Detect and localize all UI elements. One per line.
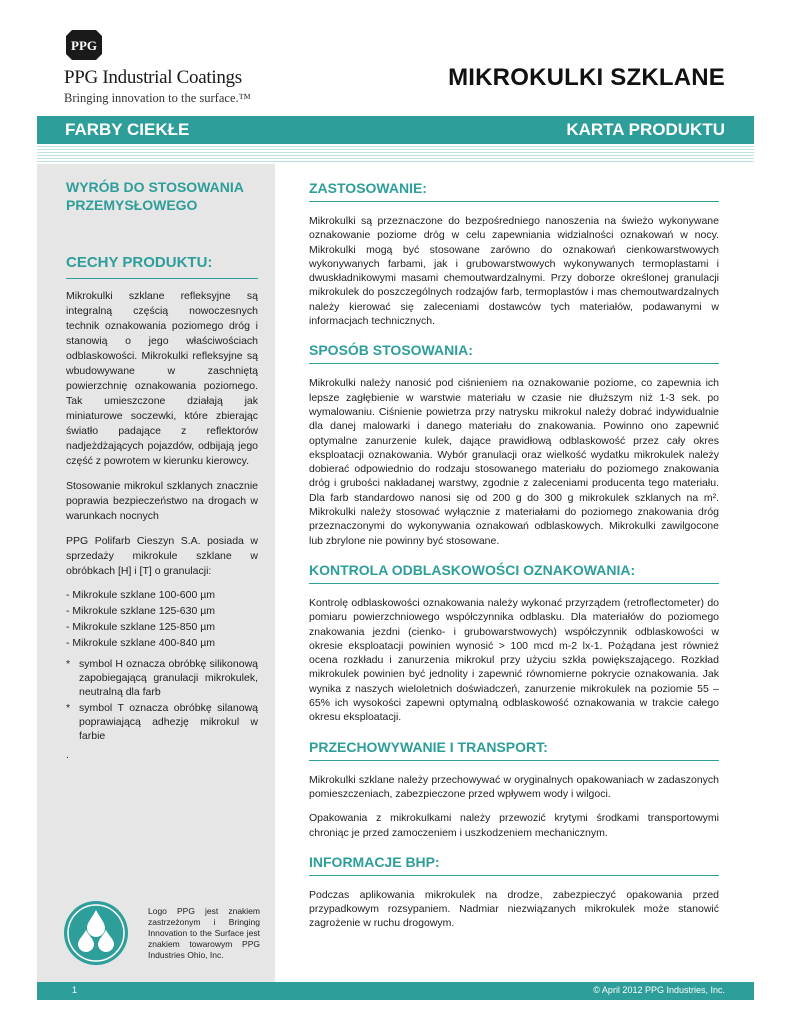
symbol-notes: [66, 657, 258, 743]
trademark-note: Logo PPG jest znakiem zastrzeżonym i Bringing Innovation to the Surface jest znakiem towarowym PPG Industries Ohio, Inc.: [148, 906, 260, 960]
section-heading: SPOSÓB STOSOWANIA:: [309, 342, 719, 364]
note-marker: *: [66, 658, 71, 670]
section-paragraph: Mikrokulki są przeznaczone do bezpośredniego nanoszenia na świeżo wykonywane oznakowanie poziome dróg w celu zapewniania widzialności oznakowań w nocy. Mikrokulki mogą być stosowane zarówno do oznakowań cienkowarstwowych wykonywanych farbami, jak i grubowarstwowych wykonywanych termoplastami i dwuskładnikowymi masami chemoutwardzalnymi. Przy doborze określonej granulacji mikrokulek do poszczególnych rodzajów farb, termoplastów i mas chemoutwardzalnych należy kierować się zaleceniami dostawców tych materiałów, podawanymi w informacjach technicznych.: [309, 215, 719, 328]
page-number: 1: [72, 985, 78, 995]
note-item: [66, 657, 258, 699]
main-content: [309, 180, 719, 945]
sidebar-heading-industrial: WYRÓB DO STOSOWANIA PRZEMYSŁOWEGO: [66, 179, 244, 213]
section-heading: ZASTOSOWANIE:: [309, 180, 719, 202]
note-item: [66, 701, 258, 743]
drops-logo-icon: [63, 900, 129, 966]
section-paragraph: Kontrolę odblaskowości oznakowania należy wykonać przyrządem (retroflectometer) do pomiaru powierzchniowego współczynnika odblasku. Dla materiałów do poziomego znakowania jezdni (cienko- i grubowarstwowych) współczynnik odblaskowości w okresie eksploatacji powinien wynosić > 100 mcd m-2 lx-1. Pożądana jest również ocena rozkładu i zanurzenia mikrokul przy użyciu szkła powiększającego. Rozkład mikrokulek powinien być jednolity i zapewnić równomierne pokrycie oznakowania. Jak wynika z naszych wieloletnich doświadczeń, zanurzenie mikrokulek na poziomie 55 – 65% ich wysokości zapewni optymalną odblaskowość oznakowania w trakcie całego okresu eksploatacji.: [309, 596, 719, 724]
section-heading: INFORMACJE BHP:: [309, 854, 719, 876]
ppg-logo-icon: [64, 28, 104, 62]
section-paragraph: Podczas aplikowania mikrokulek na drodze, zabezpieczyć opakowania przed przypadkowym rozsypaniem. Nadmiar niezwiązanych mikrokulek może stanowić zagrożenie w ruchu drogowym.: [309, 888, 719, 930]
section-usage: [309, 342, 719, 548]
note-text: symbol T oznacza obróbkę silanową poprawiającą adhezję mikrokul w farbie: [79, 702, 258, 742]
band-stripes: [37, 146, 754, 164]
list-item: - Mikrokule szklane 125-850 µm: [66, 621, 216, 633]
sidebar-content: [66, 178, 258, 761]
band-category-label: FARBY CIEKŁE: [65, 120, 190, 139]
logo-text: PPG: [71, 38, 97, 53]
section-heading: KONTROLA ODBLASKOWOŚCI OZNAKOWANIA:: [309, 562, 719, 584]
page-header: [0, 0, 791, 112]
section-heading: PRZECHOWYWANIE I TRANSPORT:: [309, 739, 719, 761]
list-item: - Mikrokule szklane 125-630 µm: [66, 605, 216, 617]
trailing-dot: .: [66, 749, 69, 761]
note-text: symbol H oznacza obróbkę silikonową zapobiegającą granulacji mikrokulek, neutralną dla farb: [79, 658, 258, 698]
note-marker: *: [66, 702, 71, 714]
section-paragraph: Mikrokulki należy nanosić pod ciśnieniem na oznakowanie poziome, co zapewnia ich lepsze zagłębienie w warstwie materiału w czasie nie dłuższym niż 1-3 sek. po wymalowaniu. Ciśnienie powietrza przy natrysku mikrokul należy dobrać indywidualnie dla danej malowarki i danego materiału do znakowania. Powinno ono zapewnić optymalne zanurzenie kulek, dające prawidłową odblaskowość przez cały okres eksploatacji oznakowania. Wybór granulacji oraz wielkość wydatku mikrokulek należy dobierać odpowiednio do rodzaju stosowanego materiału do poziomego znakowania dróg i grubości nakładanej warstwy, zgodnie z zaleceniami producenta tego materiału. Dla farb standardowo nanosi się od 200 g do 300 g mikrokulek szklanych na m². Mikrokulki należy stosować wyłącznie z materiałami do poziomego znakowania dróg przeznaczonymi do wykonywania oznakowań odblaskowych. Mikrokulki zawilgocone lub zbrylone nie powinny być stosowane.: [309, 377, 719, 547]
section-paragraph: Mikrokulki szklane należy przechowywać w oryginalnych opakowaniach w zadaszonych pomieszczeniach, zabezpieczone przed wpływem wody i wilgoci.: [309, 773, 719, 800]
section-application: [309, 180, 719, 328]
sidebar-heading-features: CECHY PRODUKTU:: [66, 254, 258, 279]
copyright-text: © April 2012 PPG Industries, Inc.: [593, 985, 725, 995]
features-paragraph-2: Stosowanie mikrokul szklanych znacznie poprawia bezpieczeństwo na drogach w warunkach nocnych: [66, 480, 258, 522]
list-item: - Mikrokule szklane 100-600 µm: [66, 589, 216, 601]
list-item: - Mikrokule szklane 400-840 µm: [66, 637, 216, 649]
page-title: MIKROKULKI SZKLANE: [448, 64, 725, 91]
brand-name: PPG Industrial Coatings: [64, 67, 242, 88]
features-paragraph-3: PPG Polifarb Cieszyn S.A. posiada w sprzedaży mikrokule szklane w obróbkach [H] i [T] o granulacji:: [66, 535, 258, 577]
features-paragraph-1: Mikrokulki szklane refleksyjne są integralną częścią nowoczesnych technik oznakowania poziomego dróg i stanowią o jego właściwościach odblaskowości. Mikrokulki refleksyjne są wbudowywane w zaschniętą powierzchnię oznakowania poziomego. Tak umieszczone działają jak miniaturowe soczewki, które zbierając światło padające z reflektorów nadjeżdżających pojazdów, odbijają jego część z powrotem w kierunku kierowcy.: [66, 290, 258, 467]
section-paragraph: Opakowania z mikrokulkami należy przewozić krytymi środkami transportowymi chroniąc je przed zamoczeniem i uszkodzeniem mechanicznym.: [309, 812, 719, 839]
section-storage-transport: [309, 739, 719, 840]
band-doc-type-label: KARTA PRODUKTU: [566, 120, 725, 139]
granulation-list: [66, 587, 258, 651]
section-reflectivity-control: [309, 562, 719, 725]
section-safety: [309, 854, 719, 931]
brand-tagline: Bringing innovation to the surface.™: [64, 91, 251, 105]
